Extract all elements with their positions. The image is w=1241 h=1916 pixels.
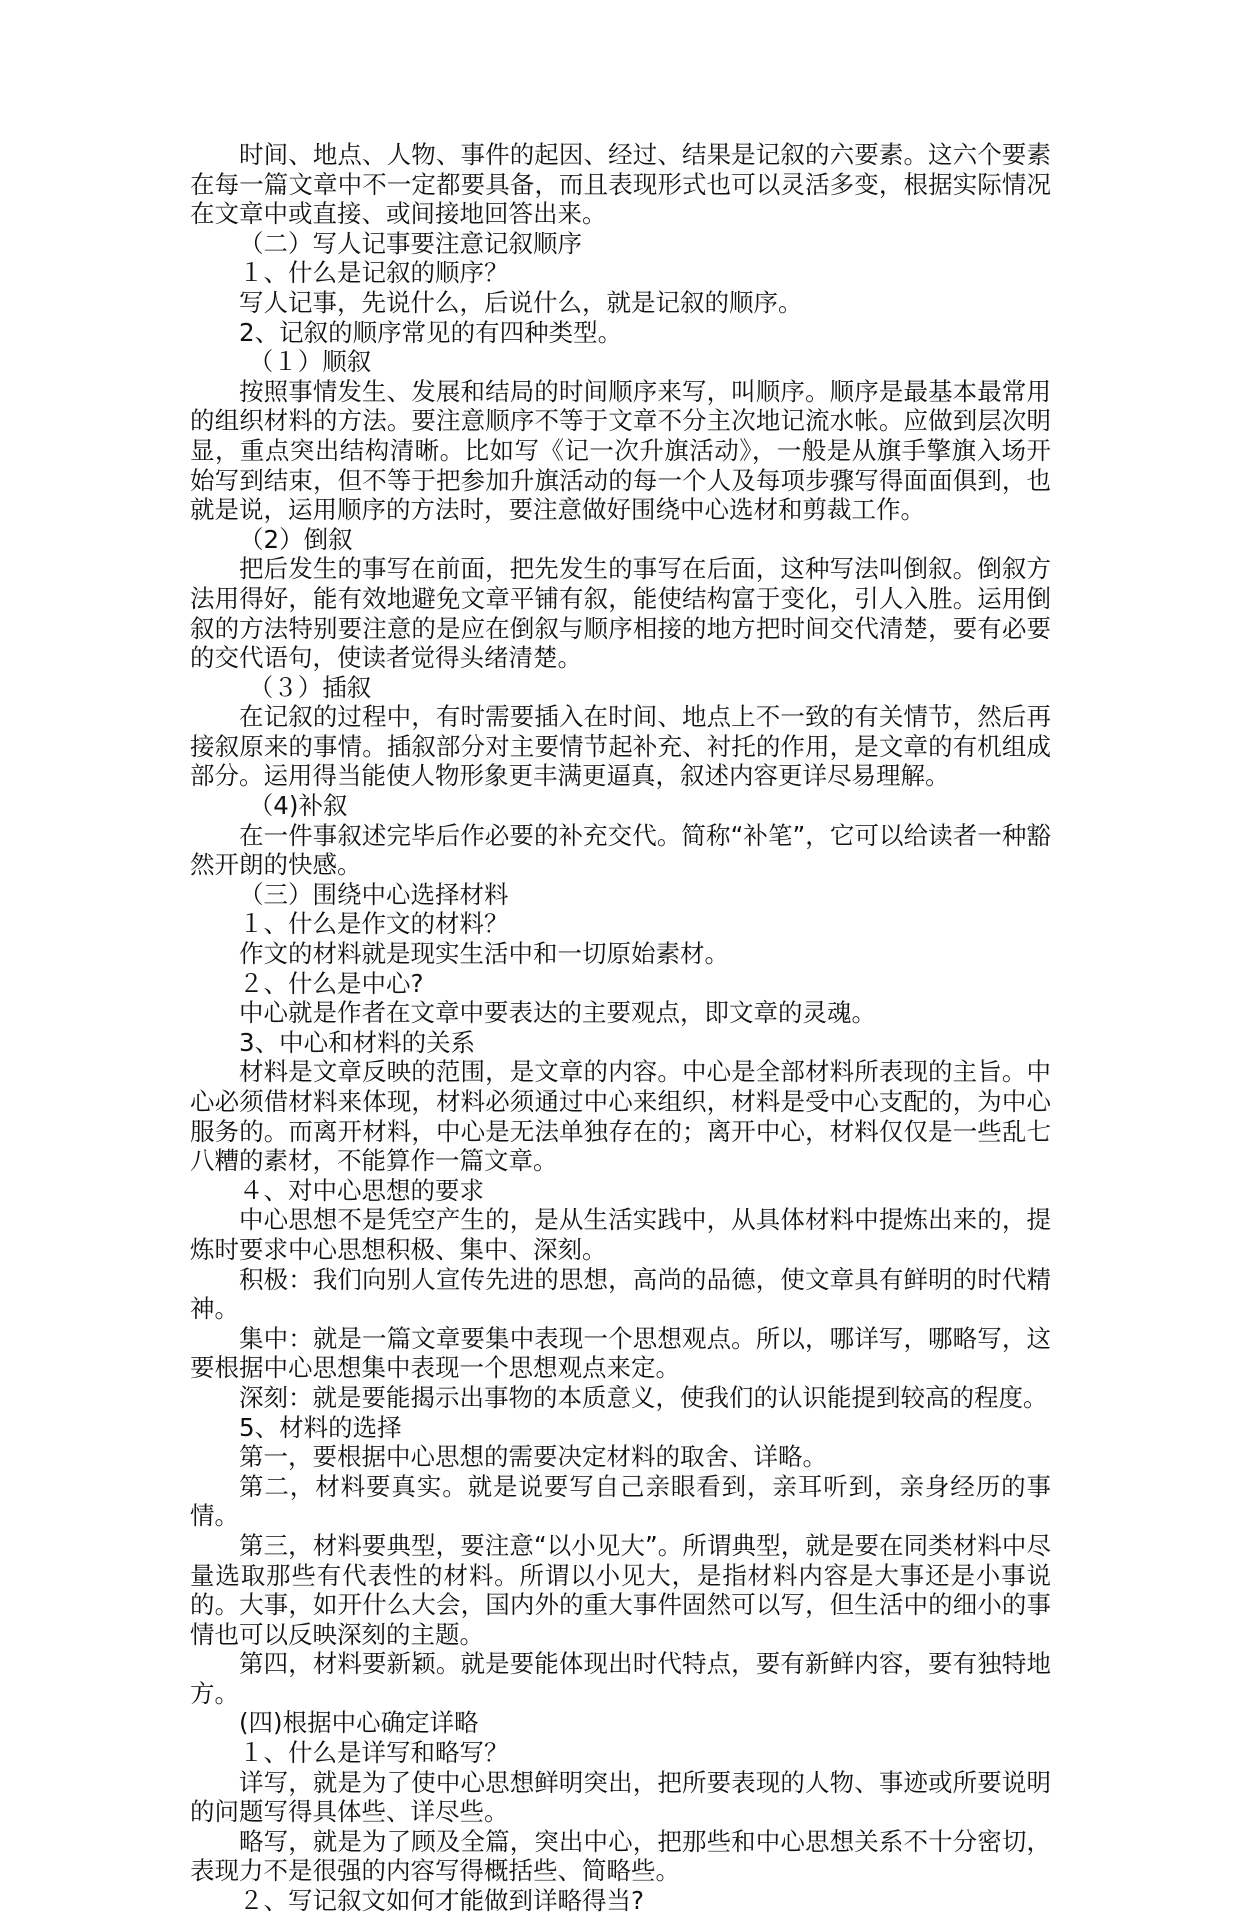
paragraph: 在一件事叙述完毕后作必要的补充交代。简称“补笔”，它可以给读者一种豁然开朗的快感。 (190, 820, 1051, 880)
subheading: 2、记叙的顺序常见的有四种类型。 (239, 317, 623, 347)
paragraph: 作文的材料就是现实生活中和一切原始素材。 (239, 939, 729, 969)
subheading: （4)补叙 (248, 791, 348, 821)
paragraph: 深刻：就是要能揭示出事物的本质意义，使我们的认识能提到较高的程度。 (239, 1382, 1048, 1412)
paragraph: 第四，材料要新颖。就是要能体现出时代特点，要有新鲜内容，要有独特地方。 (190, 1649, 1051, 1708)
subheading: （１）顺叙 (248, 347, 372, 377)
section-heading: (四)根据中心确定详略 (239, 1708, 479, 1738)
subheading: ４、对中心思想的要求 (239, 1175, 484, 1205)
paragraph: 按照事情发生、发展和结局的时间顺序来写，叫顺序。顺序是最基本最常用的组织材料的方法。要注意顺序不等于文章不分主次地记流水帐。应做到层次明显，重点突出结构清晰。比如写《记一次升旗活动》，一般是从旗手擎旗入场开始写到结束，但不等于把参加升旗活动的每一个人及每项步骤写得面面俱到，也就是说，运用顺序的方法时，要注意做好围绕中心选材和剪裁工作。 (190, 376, 1051, 525)
paragraph: 略写，就是为了顾及全篇，突出中心，把那些和中心思想关系不十分密切，表现力不是很强的内容写得概括些、简略些。 (190, 1826, 1051, 1886)
subheading: 5、材料的选择 (239, 1412, 402, 1442)
section-heading: （二）写人记事要注意记叙顺序 (239, 228, 582, 258)
paragraph: 第二，材料要真实。就是说要写自己亲眼看到，亲耳听到，亲身经历的事情。 (190, 1471, 1051, 1531)
paragraph: 把后发生的事写在前面，把先发生的事写在后面，这种写法叫倒叙。倒叙方法用得好，能有效地避免文章平铺有叙，能使结构富于变化，引人入胜。运用倒叙的方法特别要注意的是应在倒叙与顺序相接的地方把时间交代清楚，要有必要的交代语句，使读者觉得头绪清楚。 (190, 554, 1051, 673)
subheading: ２、写记叙文如何才能做到详略得当? (239, 1886, 645, 1916)
subheading: １、什么是记叙的顺序？ (239, 258, 509, 288)
paragraph: 详写，就是为了使中心思想鲜明突出，把所要表现的人物、事迹或所要说明的问题写得具体些、详尽些。 (190, 1767, 1051, 1827)
subheading: ２、什么是中心? (239, 968, 424, 998)
paragraph: 第三，材料要典型，要注意“以小见大”。所谓典型，就是要在同类材料中尽量选取那些有代表性的材料。所谓以小见大，是指材料内容是大事还是小事说的。大事，如开什么大会，国内外的重大事件固然可以写，但生活中的细小的事情也可以反映深刻的主题。 (190, 1530, 1051, 1649)
paragraph: 积极：我们向别人宣传先进的思想，高尚的品德，使文章具有鲜明的时代精神。 (190, 1264, 1051, 1324)
paragraph: 在记叙的过程中，有时需要插入在时间、地点上不一致的有关情节，然后再接叙原来的事情。插叙部分对主要情节起补充、衬托的作用，是文章的有机组成部分。运用得当能使人物形象更丰满更逼真，叙述内容更详尽易理解。 (190, 702, 1051, 791)
paragraph: 第一，要根据中心思想的需要决定材料的取舍、详略。 (239, 1442, 827, 1472)
paragraph: 中心就是作者在文章中要表达的主要观点，即文章的灵魂。 (239, 998, 876, 1028)
paragraph: 中心思想不是凭空产生的，是从生活实践中，从具体材料中提炼出来的，提炼时要求中心思想积极、集中、深刻。 (190, 1205, 1051, 1264)
subheading: （３）插叙 (248, 672, 372, 702)
paragraph: 集中：就是一篇文章要集中表现一个思想观点。所以，哪详写，哪略写，这要根据中心思想集中表现一个思想观点来定。 (190, 1323, 1051, 1383)
subheading: １、什么是详写和略写？ (239, 1738, 509, 1768)
paragraph: 材料是文章反映的范围，是文章的内容。中心是全部材料所表现的主旨。中心必须借材料来体现，材料必须通过中心来组织，材料是受中心支配的，为中心服务的。而离开材料，中心是无法单独存在的；离开中心，材料仅仅是一些乱七八糟的素材，不能算作一篇文章。 (190, 1057, 1051, 1176)
subheading: 3、中心和材料的关系 (239, 1027, 476, 1057)
paragraph: 时间、地点、人物、事件的起因、经过、结果是记叙的六要素。这六个要素在每一篇文章中不一定都要具备，而且表现形式也可以灵活多变，根据实际情况在文章中或直接、或间接地回答出来。 (190, 140, 1051, 229)
paragraph: 写人记事，先说什么，后说什么，就是记叙的顺序。 (239, 287, 803, 317)
section-heading: （三）围绕中心选择材料 (239, 879, 509, 909)
subheading: １、什么是作文的材料？ (239, 909, 509, 939)
subheading: （2）倒叙 (239, 524, 353, 554)
